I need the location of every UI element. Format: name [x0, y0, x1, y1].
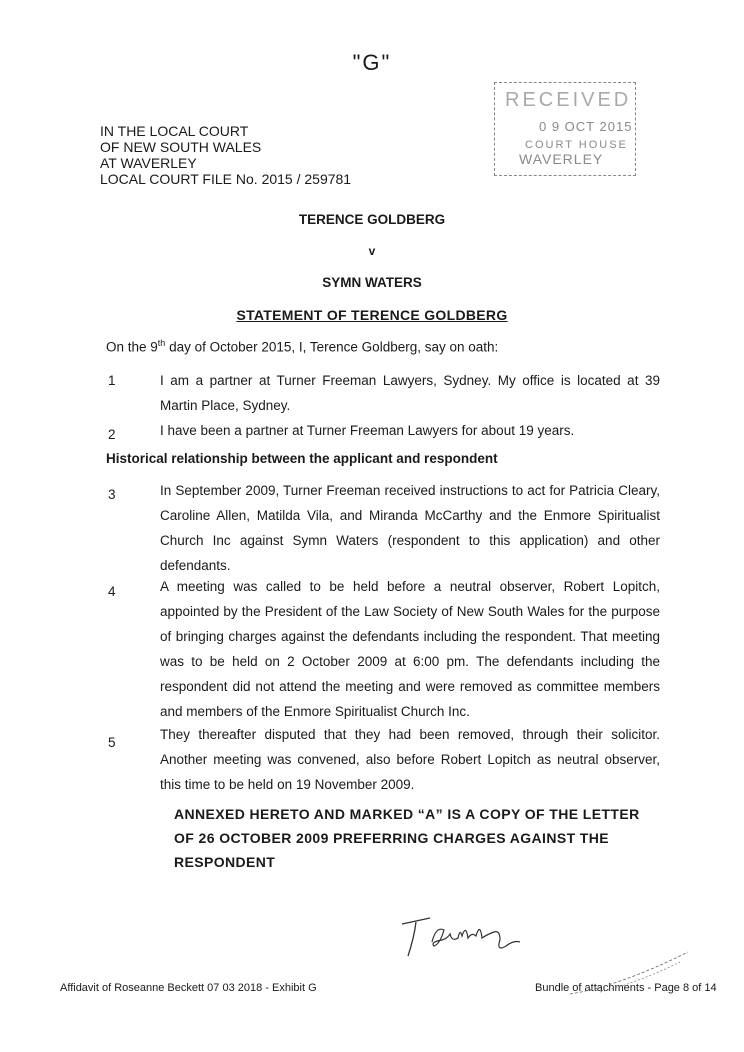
paragraph-text: I have been a partner at Turner Freeman Lawyers for about 19 years.: [160, 423, 575, 438]
stamp-date: 0 9 OCT 2015: [539, 119, 633, 134]
section-heading: Historical relationship between the applicant and respondent: [106, 451, 498, 466]
paragraph-text: A meeting was called to be held before a neutral observer, Robert Lopitch, appointed by the President of the Law Society of New South Wales for the purpose of bringing charges against the defendants including the respondent. That meeting was to be held on 2 October 2009 at 6:00 pm. The defendants including the respondent did not attend the meeting and were removed as committee members and members of the Enmore Spiritualist Church Inc.: [160, 579, 660, 719]
applicant-name: TERENCE GOLDBERG: [298, 212, 446, 227]
respondent-name: SYMN WATERS: [322, 275, 422, 290]
signature: [396, 912, 536, 962]
paragraph-number: 5: [108, 735, 116, 750]
stamp-courthouse: COURT HOUSE: [525, 139, 628, 151]
annexure-note: ANNEXED HERETO AND MARKED “A” IS A COPY OF THE LETTER OF 26 OCTOBER 2009 PREFERRING CHARGES AGAINST THE RESPONDENT: [174, 806, 640, 870]
footer-page-ref: Bundle of attachments - Page 8 of 14: [535, 982, 717, 994]
document-title: STATEMENT OF TERENCE GOLDBERG: [236, 307, 508, 323]
intro-line: [106, 338, 498, 355]
paragraph-number: 2: [108, 427, 116, 442]
paragraph-number: 3: [108, 487, 116, 502]
intro-after: day of October 2015, I, Terence Goldberg, say on oath:: [165, 339, 499, 355]
court-line-1: IN THE LOCAL COURT: [100, 123, 249, 139]
paragraph-number: 4: [108, 584, 116, 599]
paragraph-number: 1: [108, 373, 116, 388]
court-line-2: OF NEW SOUTH WALES: [100, 139, 262, 155]
exhibit-mark: "G": [352, 50, 392, 75]
signature-mark: [396, 912, 536, 962]
stamp-received-text: RECEIVED: [505, 89, 632, 111]
versus: v: [368, 244, 376, 258]
intro-sup: th: [157, 338, 166, 348]
paragraph-text: In September 2009, Turner Freeman received instructions to act for Patricia Cleary, Caroline Allen, Matilda Vila, and Miranda McCarthy and the Enmore Spiritualist Church Inc against Symn Waters (respondent to this application) and other defendants.: [160, 483, 660, 573]
paragraph-text: They thereafter disputed that they had been removed, through their solicitor. Another meeting was convened, also before Robert Lopitch as neutral observer, this time to be held on 19 November 2009.: [160, 727, 660, 792]
court-file-number: LOCAL COURT FILE No. 2015 / 259781: [100, 171, 352, 187]
footer-pen-stroke: [560, 948, 700, 998]
received-stamp: [494, 82, 636, 176]
stamp-location: WAVERLEY: [519, 151, 604, 167]
court-details: [100, 123, 351, 187]
court-line-3: AT WAVERLEY: [100, 155, 197, 171]
footer-left: Affidavit of Roseanne Beckett 07 03 2018 - Exhibit G: [60, 982, 317, 994]
intro-before: On the 9: [106, 339, 158, 355]
paragraph-text: I am a partner at Turner Freeman Lawyers, Sydney. My office is located at 39 Martin Place, Sydney.: [160, 373, 660, 413]
